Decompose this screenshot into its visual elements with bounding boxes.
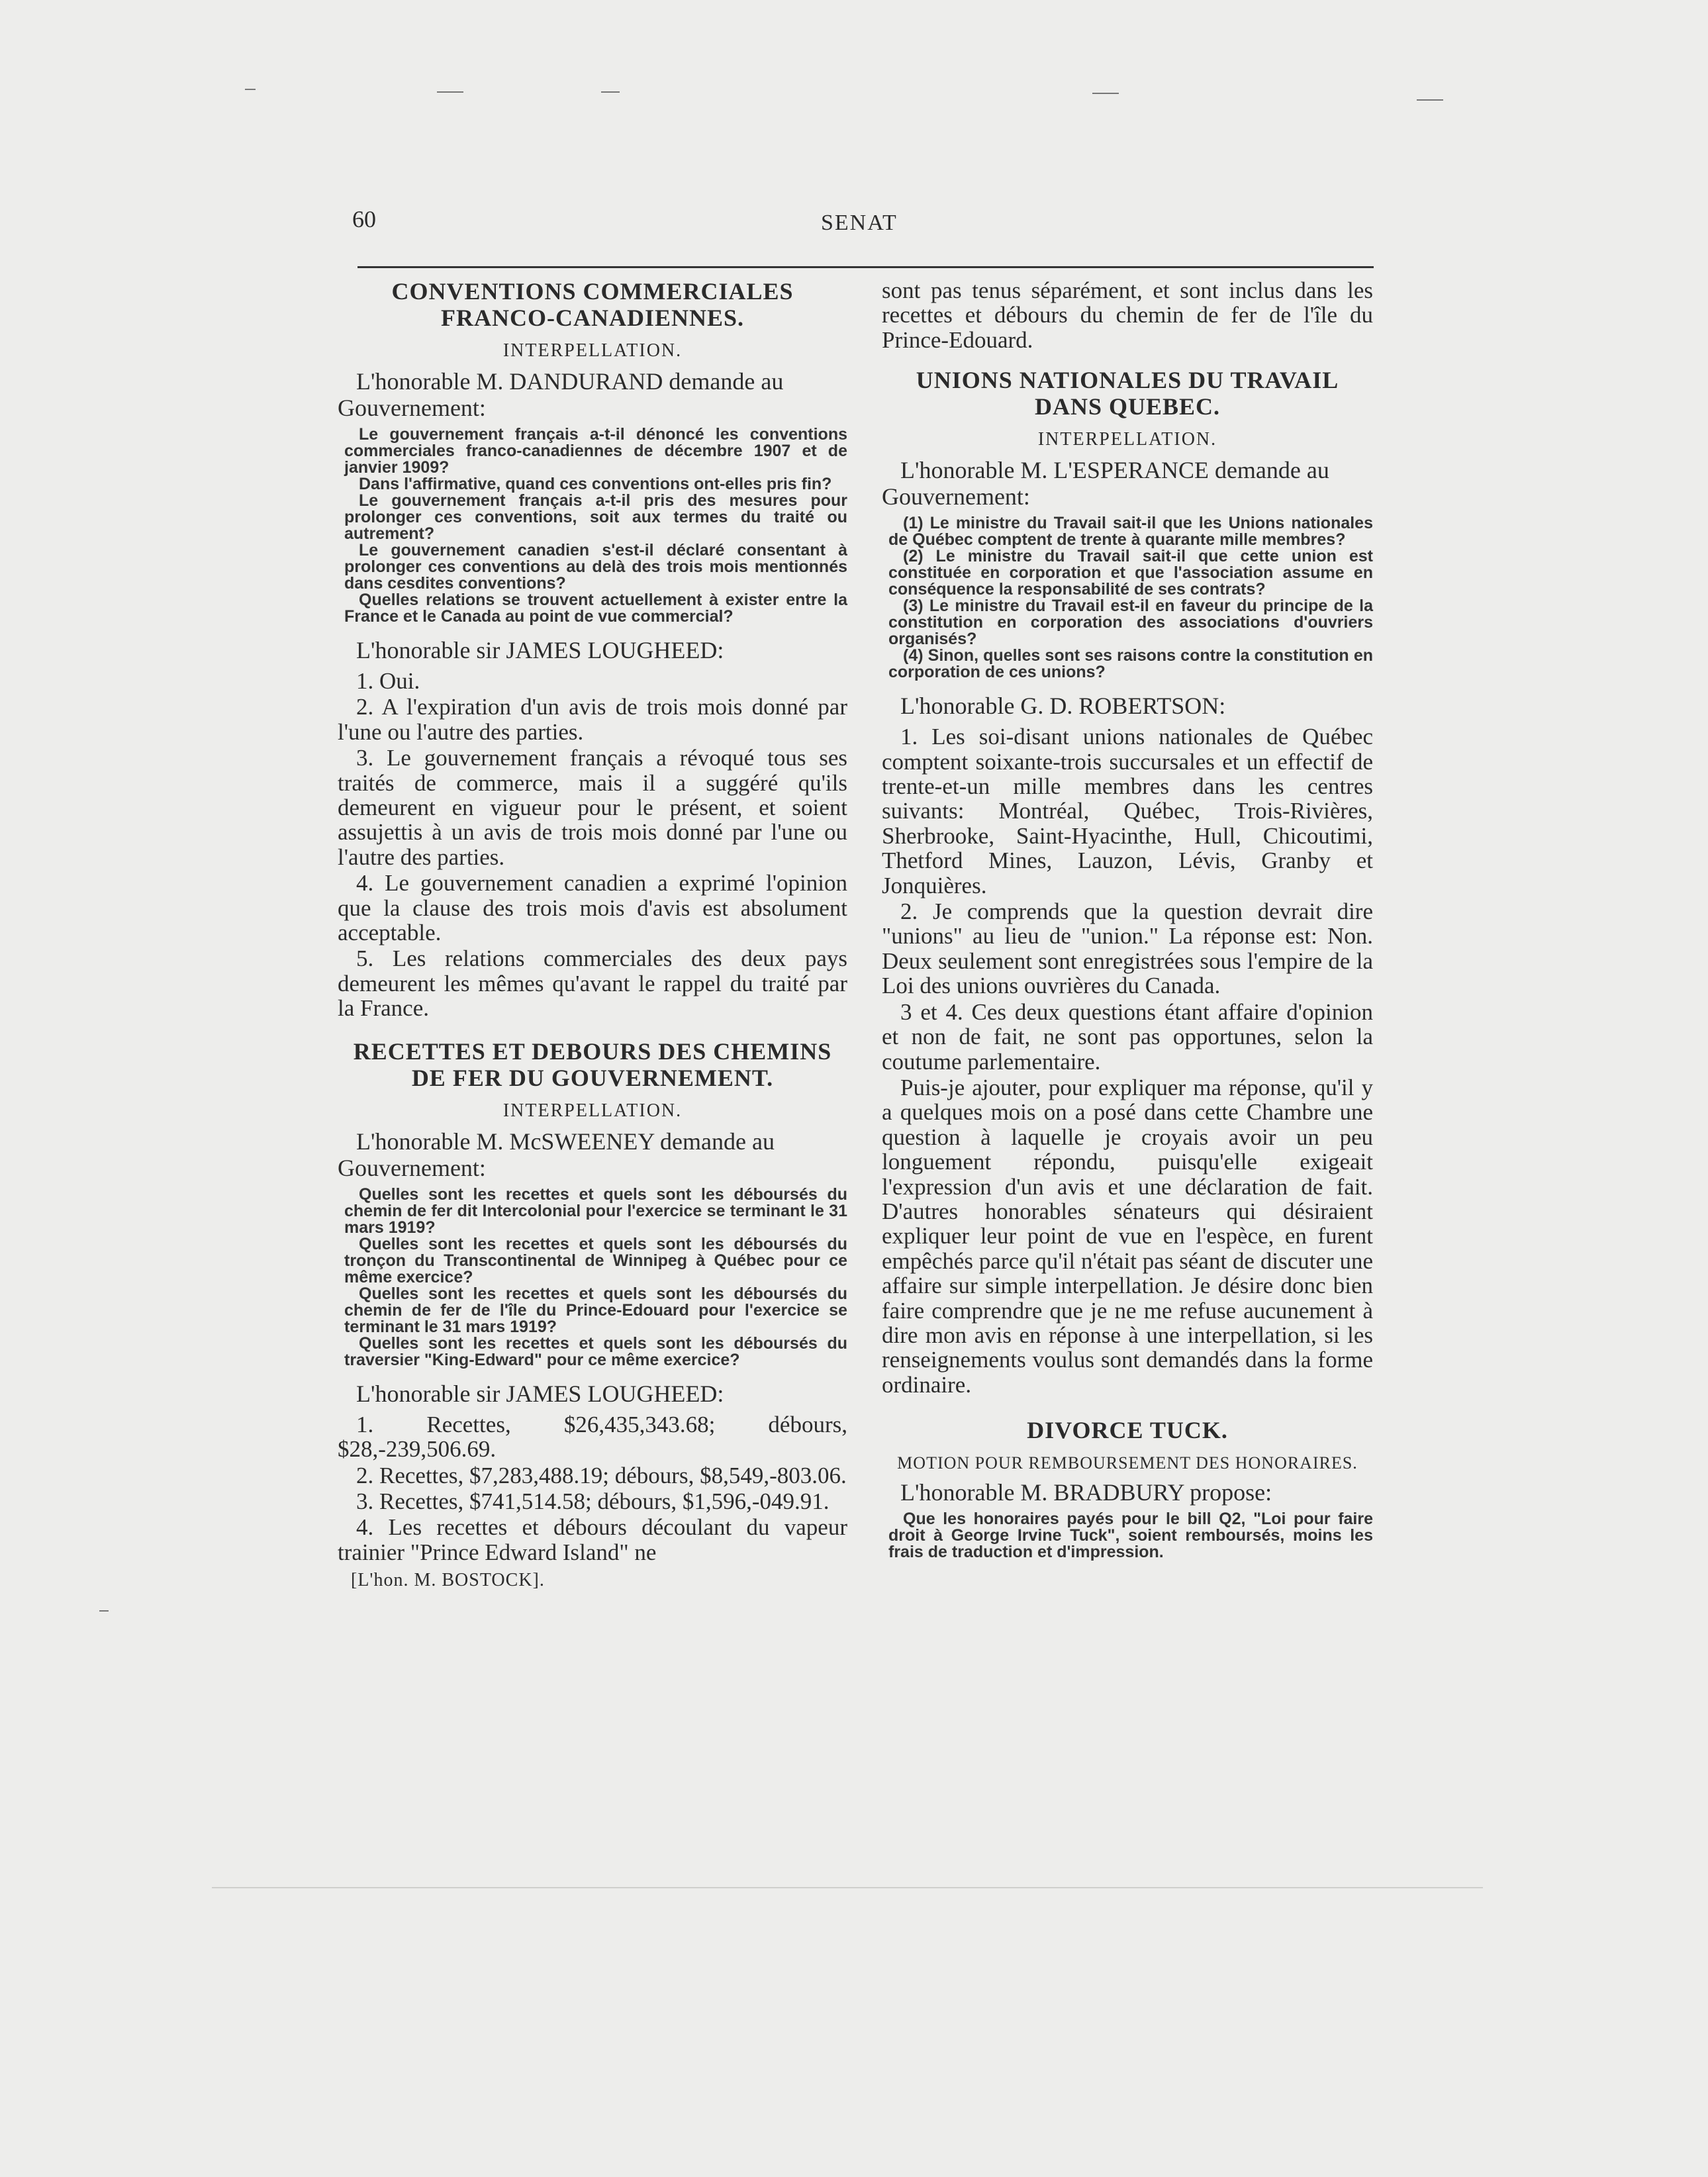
scan-mark — [1092, 93, 1119, 94]
section-subtitle: INTERPELLATION. — [1037, 429, 1217, 450]
section-conventions — [338, 278, 847, 1021]
speaker-line: L'honorable M. BRADBURY propose: — [900, 1479, 1272, 1506]
running-head: SENAT — [821, 211, 898, 235]
speaker-line: L'honorable M. McSWEENEY demande au Gouvernement: — [338, 1128, 775, 1181]
page-bottom-edge — [212, 1887, 1483, 1888]
question: Le gouvernement canadien s'est-il déclaré consentant à prolonger ces conventions au delà des trois mois mentionnés dans cesdites conventions? — [344, 541, 847, 593]
section-unions — [882, 367, 1373, 1397]
answer-paragraph: 3. Recettes, $741,514.58; débours, $1,596,-049.91. — [356, 1488, 830, 1514]
answer-speaker: L'honorable sir JAMES LOUGHEED: — [356, 1380, 724, 1407]
question: Quelles sont les recettes et quels sont les déboursés du traversier "King-Edward" pour ce même exercice? — [344, 1333, 847, 1369]
answer-list — [882, 724, 1373, 1397]
scan-mark — [437, 91, 463, 93]
answer-paragraph: 1. Les soi-disant unions nationales de Québec comptent soixante-trois succursales et un effectif de trente-et-un mille membres dans les centres suivants: Montréal, Québec, Trois-Rivières, Sherbrooke, Saint-Hyacinthe, Hull, Chicoutimi, Thetford Mines, Lauzon, Lévis, Granby et Jonquières. — [882, 724, 1373, 898]
answer-paragraph: 4. Le gouvernement canadien a exprimé l'opinion que la clause des trois mois d'avis est absolument acceptable. — [338, 870, 847, 946]
speaker-line: L'honorable M. L'ESPERANCE demande au Gouvernement: — [882, 457, 1329, 510]
answer-paragraph: 1. Oui. — [356, 668, 420, 694]
scan-mark — [1417, 99, 1443, 101]
answer-paragraph: 5. Les relations commerciales des deux pays demeurent les mêmes qu'avant le rappel du traité par la France. — [338, 945, 847, 1022]
right-column — [882, 278, 1373, 1572]
answer-paragraph: 3. Le gouvernement français a révoqué tous ses traités de commerce, mais il a suggéré qu'ils demeurent en vigueur pour le présent, et soient assujettis à un avis de trois mois donné par l'une ou l'autre des parties. — [338, 745, 847, 870]
answer-list — [338, 1412, 847, 1565]
answer-paragraph: 4. Les recettes et débours découlant du vapeur trainier "Prince Edward Island" ne — [338, 1514, 847, 1565]
attribution: [L'hon. M. BOSTOCK]. — [351, 1570, 545, 1591]
continuation-paragraph: sont pas tenus séparément, et sont inclus dans les recettes et débours du chemin de fer de l'île du Prince-Edouard. — [882, 277, 1373, 353]
motion-text: Que les honoraires payés pour le bill Q2, "Loi pour faire droit à George Irvine Tuck", soient remboursés, moins les frais de traduction et d'impression. — [888, 1510, 1373, 1562]
section-title: CONVENTIONS COMMERCIALES FRANCO-CANADIENNES. — [391, 278, 794, 331]
section-divorce-tuck — [882, 1417, 1373, 1561]
question: Quelles relations se trouvent actuellement à exister entre la France et le Canada au point de vue commercial? — [344, 591, 847, 626]
section-subtitle: MOTION POUR REMBOURSEMENT DES HONORAIRES. — [897, 1453, 1358, 1473]
question: Dans l'affirmative, quand ces conventions ont-elles pris fin? — [359, 475, 832, 493]
section-title: RECETTES ET DEBOURS DES CHEMINS DE FER DU GOUVERNEMENT. — [353, 1038, 832, 1091]
question-list — [344, 1186, 847, 1369]
section-recettes — [338, 1038, 847, 1591]
question: Quelles sont les recettes et quels sont les déboursés du chemin de fer de l'île du Prince-Edouard pour l'exercice se terminant le 31 mars 1919? — [344, 1284, 847, 1336]
question-list — [888, 515, 1373, 681]
question: Le gouvernement français a-t-il pris des mesures pour prolonger ces conventions, soit aux termes du traité ou autrement? — [344, 491, 847, 543]
answer-paragraph: Puis-je ajouter, pour expliquer ma réponse, qu'il y a quelques mois on a posé dans cette Chambre une question à laquelle je croyais avoir un peu longuement répondu, puisqu'elle exigeait l'expression d'un avis et une déclaration de fait. D'autres honorables sénateurs qui désiraient expliquer leur point de vue en l'espèce, en furent empêchés parce qu'il n'était pas séant de discuter une affaire sur simple interpellation. Je désire donc bien faire comprendre que je ne me refuse aucunement à dire mon avis en réponse à une interpellation, si les renseignements voulus sont demandés dans la forme ordinaire. — [882, 1074, 1373, 1398]
motion-text-block — [888, 1511, 1373, 1561]
section-title: DIVORCE TUCK. — [1027, 1417, 1228, 1444]
question: (2) Le ministre du Travail sait-il que cette union est constituée en corporation et que l'association assume en conséquence la responsabilité de ses contrats? — [888, 547, 1373, 599]
question: Quelles sont les recettes et quels sont les déboursés du tronçon du Transcontinental de Winnipeg à Québec pour ce même exercice? — [344, 1234, 847, 1286]
answer-paragraph: 2. Recettes, $7,283,488.19; débours, $8,549,-803.06. — [356, 1462, 847, 1488]
question-list — [344, 426, 847, 625]
scan-mark — [99, 1610, 109, 1612]
answer-speaker: L'honorable sir JAMES LOUGHEED: — [356, 637, 724, 663]
question: Quelles sont les recettes et quels sont les déboursés du chemin de fer dit Intercolonial pour l'exercice se terminant le 31 mars 1919? — [344, 1185, 847, 1237]
section-subtitle: INTERPELLATION. — [502, 340, 683, 361]
section-title: UNIONS NATIONALES DU TRAVAIL DANS QUEBEC. — [916, 367, 1339, 420]
answer-list — [338, 669, 847, 1021]
section-subtitle: INTERPELLATION. — [502, 1100, 683, 1121]
answer-speaker: L'honorable G. D. ROBERTSON: — [900, 693, 1226, 720]
scan-mark — [601, 91, 620, 93]
left-column — [338, 278, 847, 1591]
answer-paragraph: 2. A l'expiration d'un avis de trois mois donné par l'une ou l'autre des parties. — [338, 694, 847, 745]
header-rule — [357, 266, 1374, 268]
question: (3) Le ministre du Travail est-il en faveur du principe de la constitution en corporation des associations d'ouvriers organisés? — [888, 597, 1373, 649]
speaker-line: L'honorable M. DANDURAND demande au Gouvernement: — [338, 368, 784, 421]
answer-paragraph: 2. Je comprends que la question devrait dire "unions" au lieu de "union." La réponse est: Non. Deux seulement sont enregistrées sous l'empire de la Loi des unions ouvrières du Canada. — [882, 898, 1373, 999]
answer-paragraph: 1. Recettes, $26,435,343.68; débours, $28,-239,506.69. — [338, 1411, 847, 1463]
question: Le gouvernement français a-t-il dénoncé les conventions commerciales franco-canadiennes de décembre 1907 et de janvier 1909? — [344, 425, 847, 477]
question: (1) Le ministre du Travail sait-il que les Unions nationales de Québec comptent de trente à quarante mille membres? — [888, 514, 1373, 550]
question: (4) Sinon, quelles sont ses raisons contre la constitution en corporation de ces unions? — [888, 646, 1373, 682]
answer-paragraph: 3 et 4. Ces deux questions étant affaire d'opinion et non de fait, ne sont pas opportunes, selon la coutume parlementaire. — [882, 998, 1373, 1075]
scan-mark — [245, 89, 256, 90]
page-number: 60 — [352, 206, 376, 232]
